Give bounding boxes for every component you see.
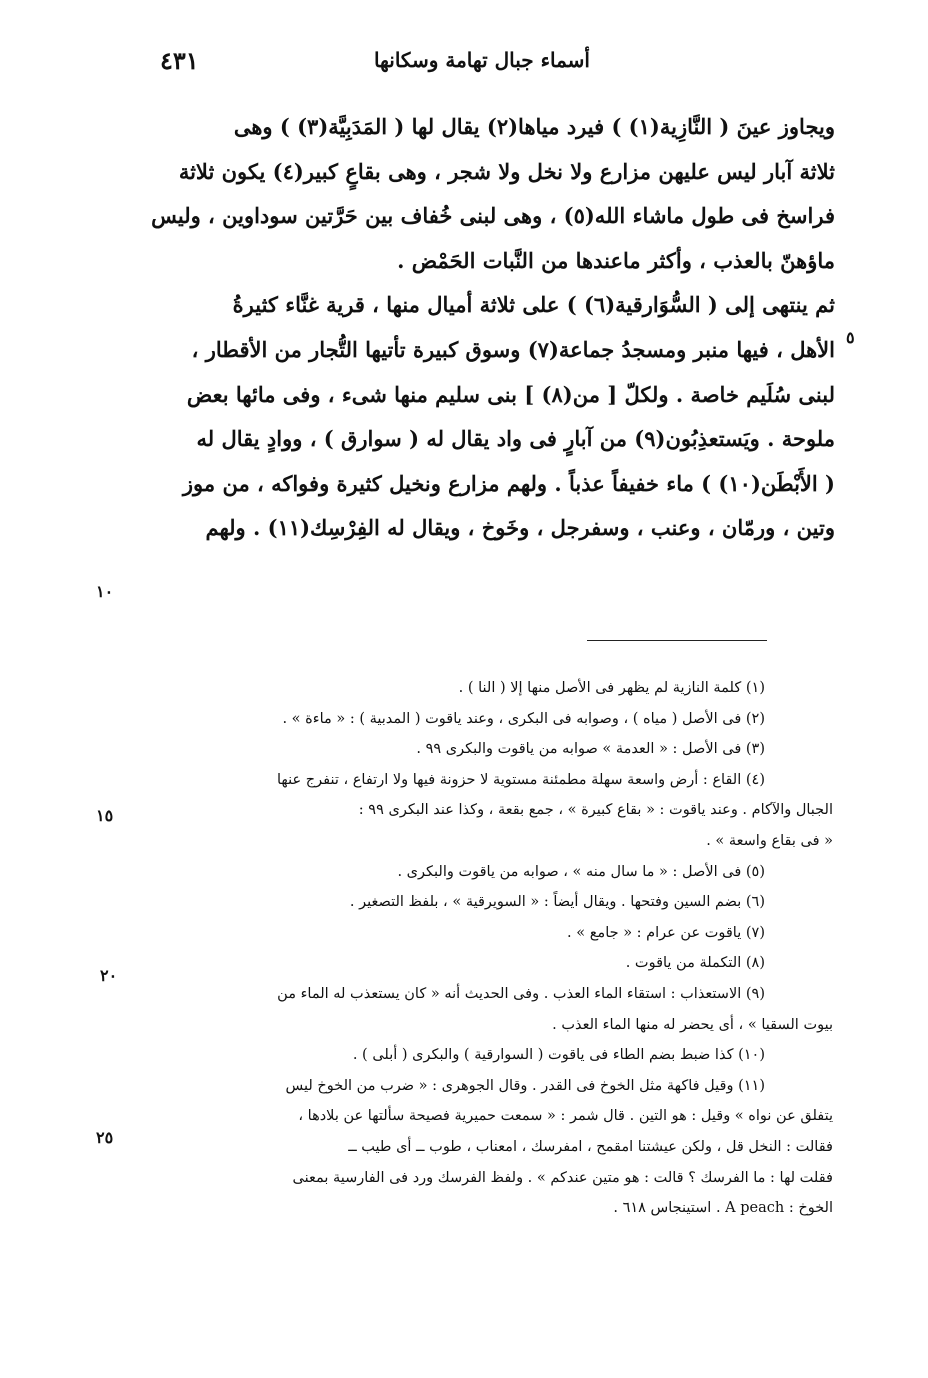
page-header — [160, 40, 590, 80]
footnote-line: (٧) ياقوت عن عرام : « جامع » . — [567, 924, 765, 941]
main-line: فراسخ فى طول ماشاء الله(٥) ، وهى لبنى خُفاف بين حَرَّتين سوداوين ، وليس — [151, 203, 835, 229]
footnote-line: يتفلق عن نواه » وقيل : هو التين . قال شمر : « سمعت حميرية فصيحة سألتها عن بلادها ، — [298, 1108, 833, 1125]
footnote-line: فقالت : النخل قل ، ولكن عيشتنا امقمح ، امفرسك ، امعناب ، طوب ــ أى طيب ــ — [348, 1138, 833, 1155]
line-number-10: ١٠ — [96, 582, 114, 601]
footnote-line: (١) كلمة النازية لم يظهر فى الأصل منها إلا ( النا ) . — [458, 680, 765, 696]
main-line: ويجاوز عينَ ( النَّازِية(١) ) فيرد مياها(٢) يقال لها ( المَدَبِيَّة(٣) ) وهى — [233, 114, 835, 139]
footnote-line: (٤) القاع : أرض واسعة سهلة مطمئنة مستوية لا حزونة فيها ولا ارتفاع ، تنفرج عنها — [277, 771, 765, 788]
line-number-5: ٥ — [846, 328, 855, 347]
footnote-line: (٩) الاستعذاب : استقاء الماء العذب . وفى الحديث أنه « كان يستعذب له الماء من — [277, 985, 765, 1002]
footnote-line: (٦) بضم السين وفتحها . ويقال أيضاً : « السويرقية » ، بلفظ التصغير . — [349, 894, 765, 911]
footnote-line: الجبال والآكام . وعند ياقوت : « بقاع كبيرة » ، جمع بقعة ، وكذا عند البكرى ٩٩ : — [358, 802, 833, 819]
footnote-line: (٥) فى الأصل : « ما سال منه » ، صوابه من ياقوت والبكرى . — [397, 863, 765, 880]
footnote-line: فقلت لها : ما الفرسك ؟ قالت : هو متين عندكم » . ولفظ الفرسك ورد فى الفارسية بمعنى — [292, 1169, 833, 1186]
footnote-line: (٢) فى الأصل ( مياه ) ، وصوابه فى البكرى ، وعند ياقوت ( المدبية ) : « ماءة » . — [282, 710, 765, 727]
line-number-20: ٢٠ — [100, 966, 118, 985]
footnote-line: (١١) وقيل فاكهة مثل الخوخ فى القدر . وقال الجوهرى : « ضرب من الخوخ ليس — [285, 1077, 765, 1094]
main-line: ( الأَبْطَن(١٠) ) ماء خفيفاً عذباً . ولهم مزارع ونخيل كثيرة وفواكه ، من موز — [182, 470, 835, 496]
page-number: ٤٣١ — [160, 45, 199, 75]
main-line: ملوحة . ويَستعذِبُون(٩) من آبارٍ فى واد يقال له ( سوارق ) ، ووادٍ يقال له — [196, 426, 835, 452]
footnote-line: (٣) فى الأصل : « العدمة » صوابه من ياقوت والبكرى ٩٩ . — [416, 741, 765, 758]
main-line: الأهل ، فيها منبر ومسجدُ جماعة(٧) وسوق كبيرة تأتيها التُّجار من الأقطار ، — [191, 336, 835, 362]
main-line: ماؤهنّ بالعذب ، وأكثر ماعندها من النَّبات الحَمْض . — [397, 247, 835, 273]
main-line: لبنى سُلَيم خاصة . ولكلّ [ من(٨) ] بنى سليم منها شىء ، وفى مائها بعض — [186, 381, 835, 407]
main-line: ثلاثة آبار ليس عليهن مزارع ولا نخل ولا شجر ، وهى بقاعٍ كبير(٤) يكون ثلاثة — [178, 158, 835, 184]
footnote-line: (٨) التكملة من ياقوت . — [625, 955, 765, 972]
main-text — [130, 105, 835, 551]
footnote-separator — [587, 640, 767, 641]
line-number-15: ١٥ — [96, 806, 114, 825]
footnote-line: « فى بقاع واسعة » . — [706, 832, 833, 849]
footnote-line: بيوت السقيا » ، أى يحضر له منها الماء العذب . — [552, 1016, 833, 1033]
footnote-line: (١٠) كذا ضبط بضم الطاء فى ياقوت ( السوارقية ) والبكرى ( أبلى ) . — [352, 1047, 765, 1064]
footnotes — [128, 673, 833, 1224]
main-line: وتين ، ورمّان ، وعنب ، وسفرجل ، وخَوخ ، ويقال له الفِرْسِك(١١) . ولهم — [205, 515, 835, 541]
line-number-25: ٢٥ — [96, 1128, 114, 1147]
footnote-line: الخوخ : A peach . استينجاس ٦١٨ . — [613, 1200, 833, 1217]
main-line: ثم ينتهى إلى ( السُّوَارقية(٦) ) على ثلاثة أميال منها ، قرية غنَّاء كثيرةُ — [232, 292, 835, 318]
running-title: أسماء جبال تهامة وسكانها — [373, 48, 590, 72]
